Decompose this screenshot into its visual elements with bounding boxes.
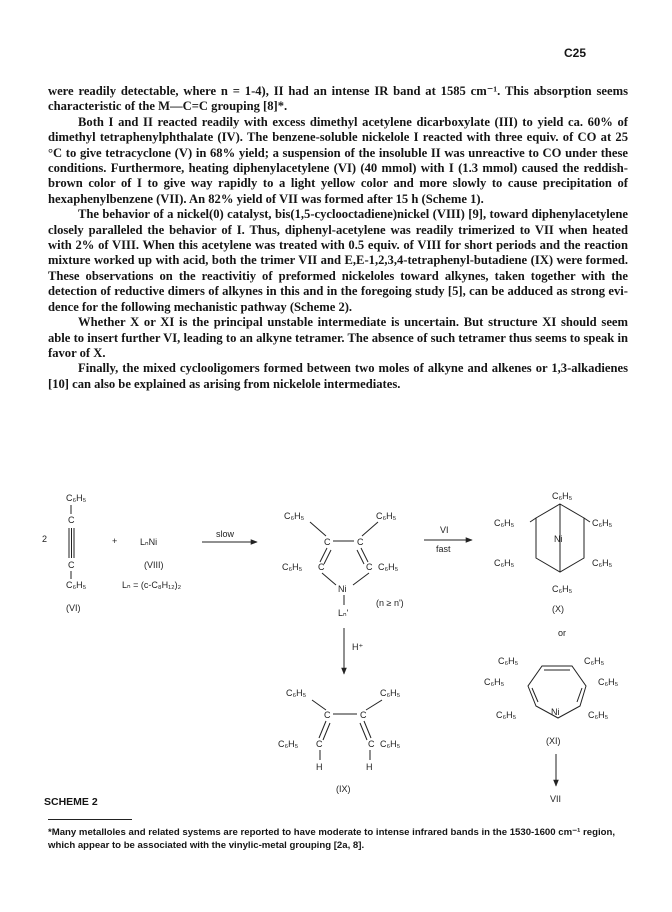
footnote	[48, 826, 626, 852]
phenyl-label: C₆H₅	[598, 677, 619, 687]
phenyl-label: C₆H₅	[380, 739, 401, 749]
scheme-caption: SCHEME 2	[44, 796, 98, 808]
phenyl-label: C₆H₅	[284, 511, 305, 521]
compound-label-vi: (VI)	[66, 603, 81, 613]
phenyl-label: C₆H₅	[588, 710, 609, 720]
phenyl-label: C₆H₅	[484, 677, 505, 687]
phenyl-label: C₆H₅	[498, 656, 519, 666]
compound-label-viii: (VIII)	[144, 560, 164, 570]
phenyl-label: C₆H₅	[552, 491, 573, 501]
phenyl-label: C₆H₅	[286, 688, 307, 698]
nickel-reagent	[122, 537, 182, 590]
compound-label-vii: VII	[550, 794, 562, 804]
compound-label-ix: (IX)	[336, 784, 351, 794]
phenyl-label: C₆H₅	[378, 562, 399, 572]
phenyl-label: C₆H₅	[592, 558, 613, 568]
ligand-definition: Lₙ = (c-C₈H₁₂)₂	[122, 580, 182, 590]
arrow-label-acid: H⁺	[352, 642, 364, 652]
bond-line	[362, 522, 378, 536]
ligand-nickel-label: LₙNi	[140, 537, 158, 547]
bond-line	[312, 700, 326, 710]
page-number: C25	[564, 46, 587, 60]
phenyl-label: C₆H₅	[66, 493, 87, 503]
phenyl-label: C₆H₅	[584, 656, 605, 666]
carbon-label: C	[68, 515, 75, 525]
paragraph: The behavior of a nickel(0) catalyst, bis(1,5-cyclooctadiene)nickel (VIII) [9], toward diphenylacetylene closely paralleled the behavior of I. Thus, diphenyl-acetylene was readily trimerized to VII when heated with 2% of VIII. When this acetylene was treated with 0.5 equiv. of VIII for short periods and the reaction mixture worked up with acid, both the trimer VII and E,E-1,2,3,4-tetraphenyl-butadiene (IX) were formed. These observations on the reactivitiy of preformed nickeloles toward alkynes, taken together with the detection of reductive dimers of alkynes in this and in the foregoing study [5], can be adduced as strong evi-dence for the following mechanistic pathway (Scheme 2).	[48, 207, 628, 314]
arrow-label-slow: slow	[216, 529, 235, 539]
double-bond-line	[577, 688, 582, 702]
structure-xi	[484, 656, 619, 746]
carbon-label: C	[357, 537, 364, 547]
carbon-label: C	[324, 710, 331, 720]
carbon-label: C	[68, 560, 75, 570]
nickelole-structure	[282, 511, 404, 618]
stoichiometry-note: (n ≥ n')	[376, 598, 404, 608]
arrow-label-vi: VI	[440, 525, 449, 535]
compound-label-x: (X)	[552, 604, 564, 614]
paragraph: were readily detectable, where n = 1-4), II had an intense IR band at 1585 cm⁻¹. This absorption seems characteristic of the M—C=C grouping [8]*.	[48, 84, 628, 114]
phenyl-label: C₆H₅	[494, 558, 515, 568]
bond-line	[530, 518, 536, 522]
double-bond-line	[532, 688, 538, 702]
arrow-label-fast: fast	[436, 544, 451, 554]
structure-x	[494, 491, 613, 614]
paragraph: Both I and II reacted readily with excess dimethyl acetylene dicarboxylate (III) to yield ca. 60% of dimethyl tetraphenylphthalate (IV). The benzene-soluble nickelole I reacted with three equiv. of CO at 25 °C to give tetracyclone (V) in 68% yield; a suspension of the insoluble II was unreactive to CO under these conditions. Furthermore, heating diphenylacetylene (VI) (40 mmol) with I (1.3 mmol) caused the reddish-brown color of I to give way rapidly to a light yellow color and more slowly to cause precipitation of hexaphenylbenzene (VII). An 82% yield of VII was formed after 15 h (Scheme 1).	[48, 114, 628, 206]
bond-line	[366, 700, 382, 710]
body-text	[48, 84, 628, 392]
hydrogen-label: H	[316, 762, 323, 772]
bond-line	[353, 573, 369, 585]
nickel-label: Ni	[338, 584, 347, 594]
paragraph: Whether X or XI is the principal unstable intermediate is uncertain. But structure XI should seem able to insert further VI, leading to an alkyne tetramer. The absence of such tetramer thus seems to speak in favor of X.	[48, 315, 628, 360]
nickel-label: Ni	[554, 534, 563, 544]
paragraph: Finally, the mixed cyclooligomers formed between two moles of alkyne and alkenes or 1,3-alkadienes [10] can also be explained as arising from nickelole intermediates.	[48, 361, 628, 391]
phenyl-label: C₆H₅	[552, 584, 573, 594]
bond-line	[584, 518, 590, 522]
carbon-label: C	[324, 537, 331, 547]
plus-sign: +	[112, 536, 118, 546]
footnote-marker: *	[48, 827, 52, 838]
phenyl-label: C₆H₅	[66, 580, 87, 590]
reaction-scheme	[32, 488, 652, 808]
alternative-or: or	[558, 628, 567, 638]
phenyl-label: C₆H₅	[380, 688, 401, 698]
compound-label-xi: (XI)	[546, 736, 561, 746]
ligand-label: Lₙ'	[338, 608, 349, 618]
phenyl-label: C₆H₅	[592, 518, 613, 528]
phenyl-label: C₆H₅	[278, 739, 299, 749]
butadiene-structure	[278, 688, 401, 794]
footnote-text: Many metalloles and related systems are reported to have moderate to intense infrared bands in the 1530-1600 cm⁻¹ region, which appear to be associated with the vinylic-metal grouping [2a, 8].	[48, 827, 616, 851]
stoich-coefficient: 2	[42, 534, 48, 544]
phenyl-label: C₆H₅	[496, 710, 517, 720]
diphenylacetylene-structure	[42, 493, 87, 613]
scheme-diagram	[32, 488, 652, 808]
phenyl-label: C₆H₅	[376, 511, 397, 521]
bond-line	[310, 522, 326, 536]
carbon-label: C	[316, 739, 323, 749]
carbon-label: C	[368, 739, 375, 749]
nickel-label: Ni	[551, 707, 560, 717]
hydrogen-label: H	[366, 762, 373, 772]
carbon-label: C	[360, 710, 367, 720]
bond-line	[322, 573, 336, 585]
phenyl-label: C₆H₅	[282, 562, 303, 572]
footnote-divider	[48, 819, 132, 820]
carbon-label: C	[366, 562, 373, 572]
phenyl-label: C₆H₅	[494, 518, 515, 528]
carbon-label: C	[318, 562, 325, 572]
